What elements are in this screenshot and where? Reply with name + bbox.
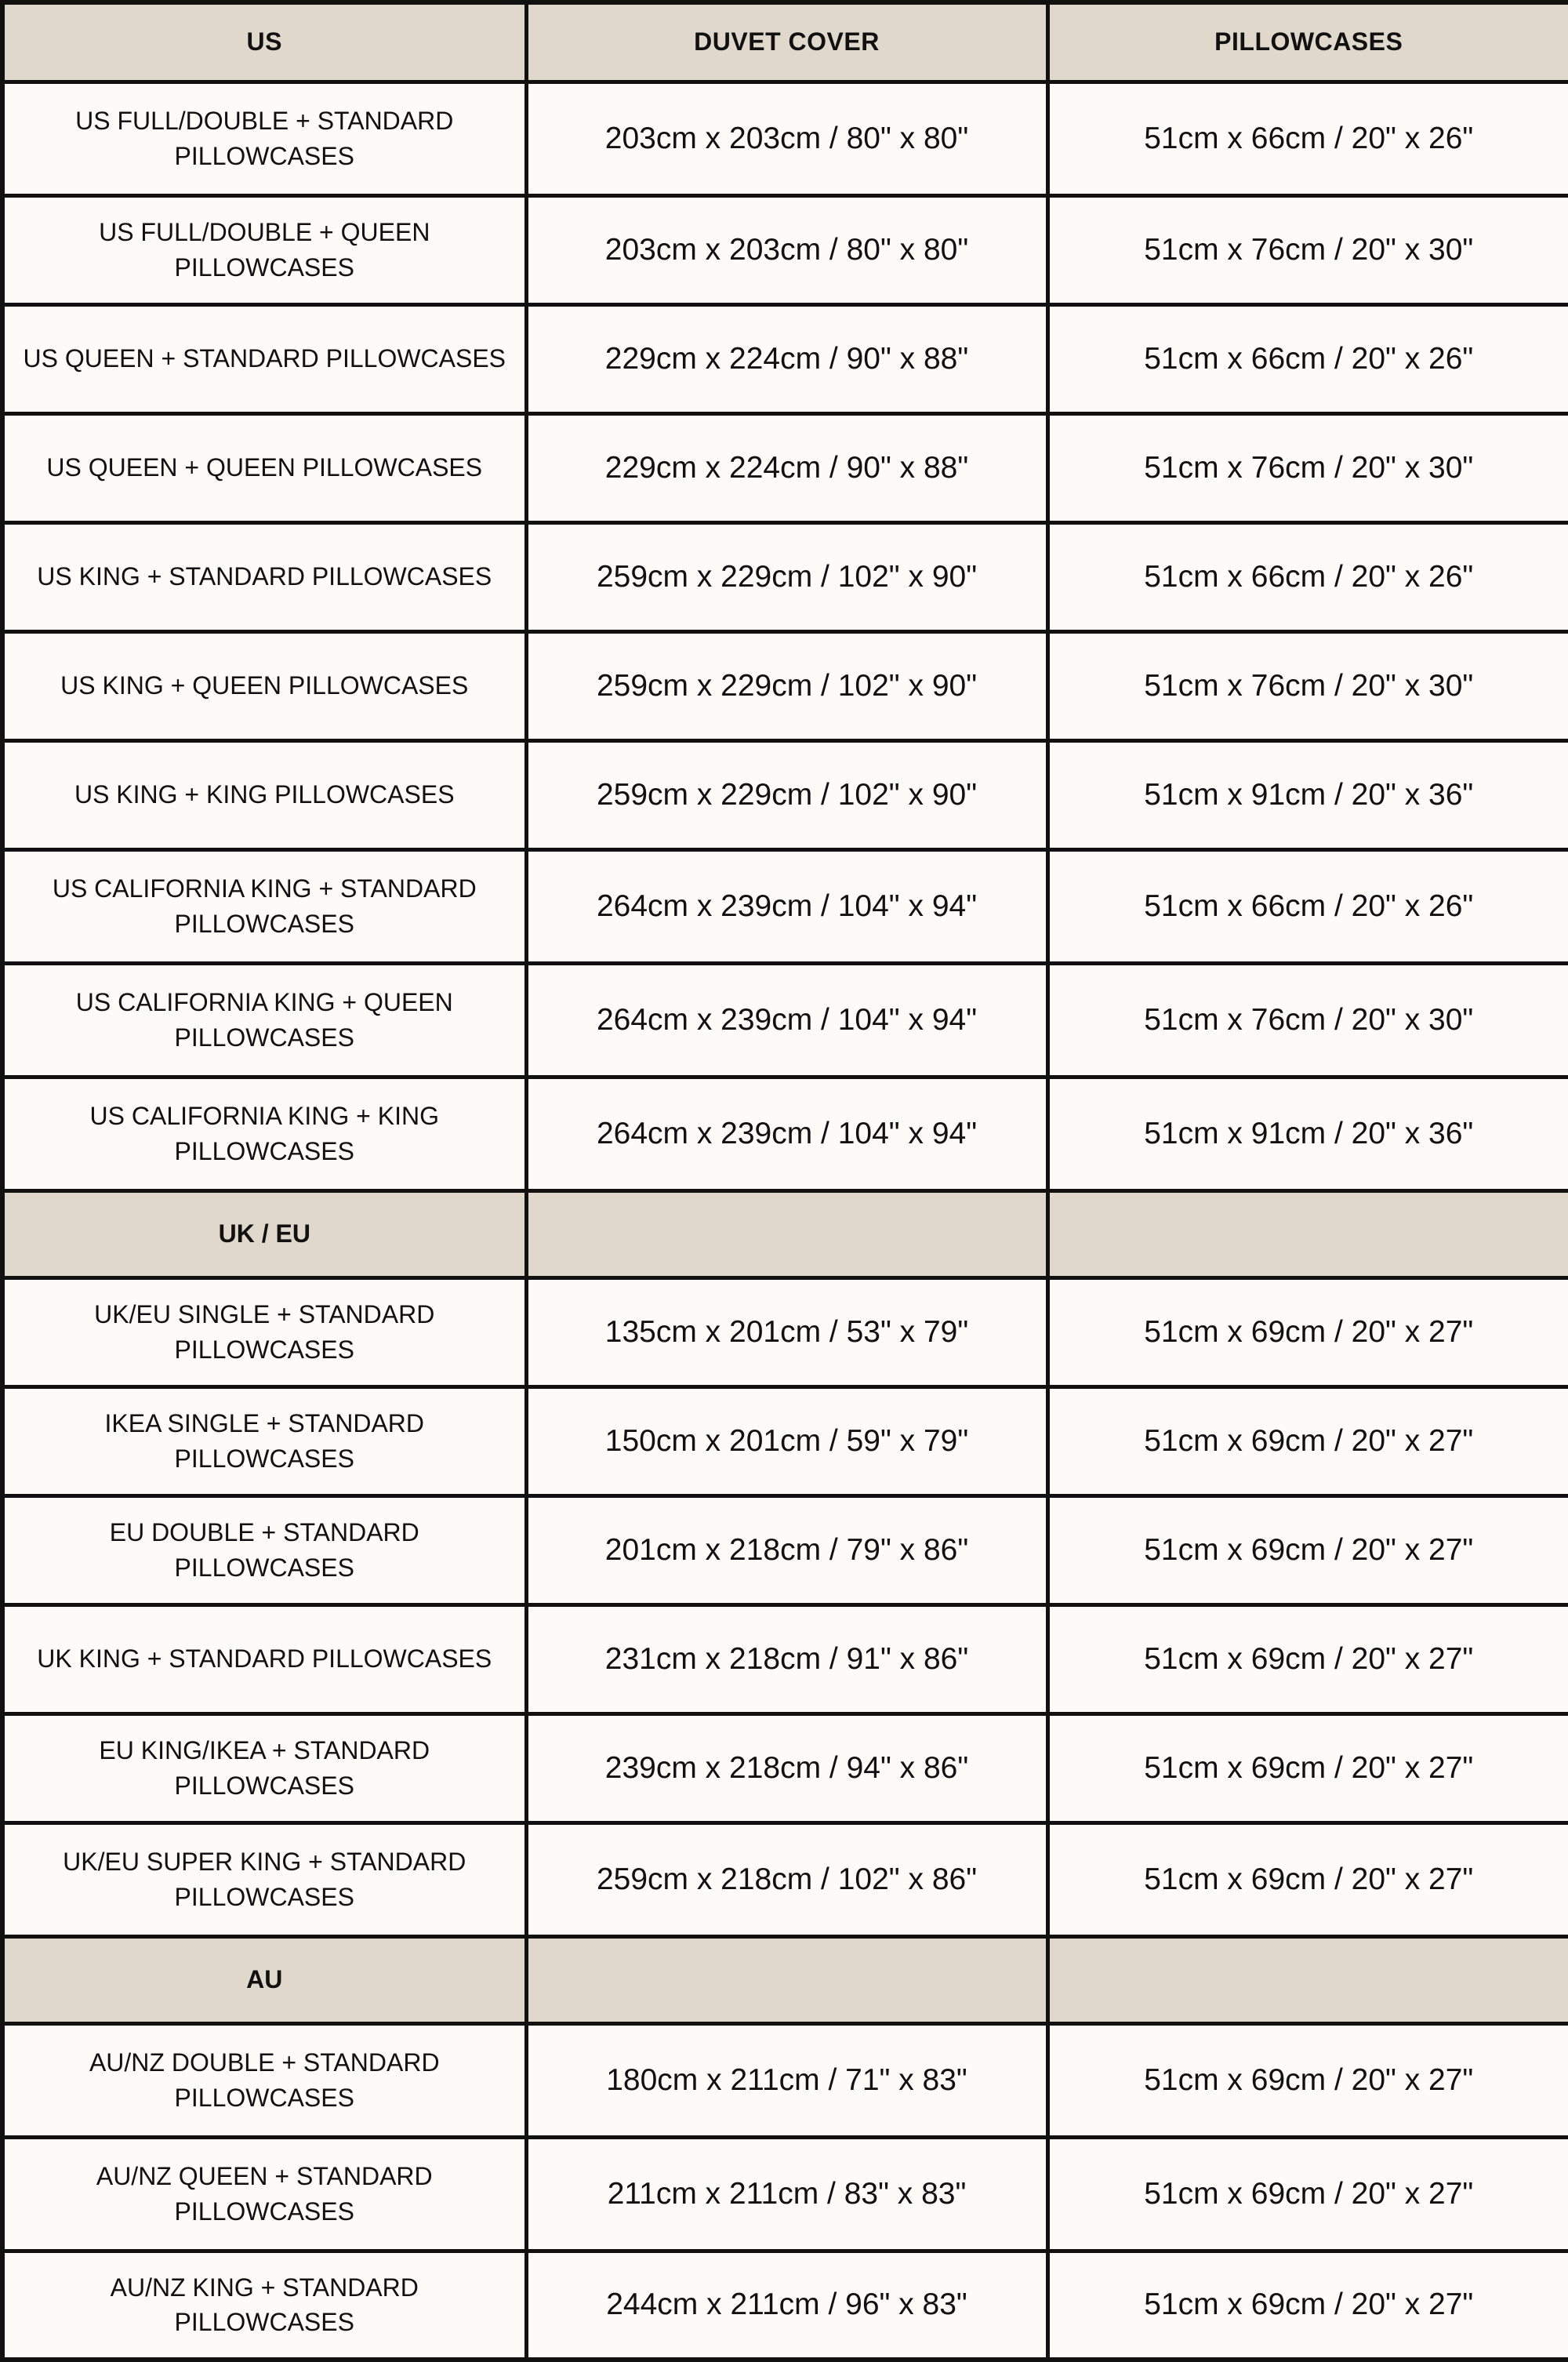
pillowcase-size: 51cm x 76cm / 20" x 30" [1047,963,1568,1077]
duvet-cover-size: 135cm x 201cm / 53" x 79" [526,1277,1047,1386]
section-empty-cell [1047,1190,1568,1277]
duvet-cover-size: 201cm x 218cm / 79" x 86" [526,1495,1047,1604]
size-chart-body [2,2,1568,2360]
duvet-cover-size: 150cm x 201cm / 59" x 79" [526,1386,1047,1495]
table-row [2,963,1568,1077]
pillowcase-size: 51cm x 69cm / 20" x 27" [1047,1277,1568,1386]
pillowcase-size: 51cm x 69cm / 20" x 27" [1047,1495,1568,1604]
table-row [2,195,1568,304]
duvet-cover-size: 229cm x 224cm / 90" x 88" [526,413,1047,522]
table-row [2,1822,1568,1936]
table-row [2,413,1568,522]
duvet-cover-size: 259cm x 218cm / 102" x 86" [526,1822,1047,1936]
table-row [2,849,1568,963]
pillowcase-size: 51cm x 69cm / 20" x 27" [1047,1386,1568,1495]
section-empty-cell [526,1936,1047,2023]
bedding-set-name: US QUEEN + QUEEN PILLOWCASES [2,413,526,522]
duvet-cover-size: 259cm x 229cm / 102" x 90" [526,740,1047,849]
duvet-cover-size: 203cm x 203cm / 80" x 80" [526,195,1047,304]
section-row [2,1936,1568,2023]
section-row [2,1190,1568,1277]
duvet-cover-size: 264cm x 239cm / 104" x 94" [526,1077,1047,1190]
table-row [2,522,1568,631]
bedding-set-name: US QUEEN + STANDARD PILLOWCASES [2,304,526,413]
table-row [2,2137,1568,2251]
pillowcase-size: 51cm x 66cm / 20" x 26" [1047,304,1568,413]
pillowcase-size: 51cm x 69cm / 20" x 27" [1047,2251,1568,2360]
pillowcase-size: 51cm x 91cm / 20" x 36" [1047,1077,1568,1190]
table-row [2,1495,1568,1604]
table-row [2,304,1568,413]
duvet-cover-size: 264cm x 239cm / 104" x 94" [526,849,1047,963]
bedding-set-name: US CALIFORNIA KING + KING PILLOWCASES [2,1077,526,1190]
table-row [2,1604,1568,1713]
duvet-cover-size: 259cm x 229cm / 102" x 90" [526,522,1047,631]
duvet-cover-size: 211cm x 211cm / 83" x 83" [526,2137,1047,2251]
section-title: UK / EU [2,1190,526,1277]
table-row [2,2251,1568,2360]
table-row [2,631,1568,740]
section-title: AU [2,1936,526,2023]
pillowcase-size: 51cm x 69cm / 20" x 27" [1047,2023,1568,2137]
table-row [2,1077,1568,1190]
bedding-set-name: US CALIFORNIA KING + STANDARD PILLOWCASES [2,849,526,963]
bedding-set-name: UK/EU SUPER KING + STANDARD PILLOWCASES [2,1822,526,1936]
table-row [2,740,1568,849]
pillowcase-size: 51cm x 66cm / 20" x 26" [1047,849,1568,963]
duvet-cover-size: 264cm x 239cm / 104" x 94" [526,963,1047,1077]
bedding-set-name: AU/NZ DOUBLE + STANDARD PILLOWCASES [2,2023,526,2137]
duvet-cover-size: 239cm x 218cm / 94" x 86" [526,1713,1047,1822]
bedding-set-name: UK/EU SINGLE + STANDARD PILLOWCASES [2,1277,526,1386]
table-row [2,82,1568,195]
bedding-set-name: US FULL/DOUBLE + QUEEN PILLOWCASES [2,195,526,304]
duvet-cover-size: 229cm x 224cm / 90" x 88" [526,304,1047,413]
bedding-set-name: US KING + STANDARD PILLOWCASES [2,522,526,631]
pillowcase-size: 51cm x 76cm / 20" x 30" [1047,195,1568,304]
table-row [2,2023,1568,2137]
pillowcase-size: 51cm x 66cm / 20" x 26" [1047,82,1568,195]
table-row [2,1386,1568,1495]
pillowcase-size: 51cm x 76cm / 20" x 30" [1047,413,1568,522]
bedding-set-name: US CALIFORNIA KING + QUEEN PILLOWCASES [2,963,526,1077]
section-empty-cell [526,1190,1047,1277]
section-empty-cell [1047,1936,1568,2023]
duvet-cover-size: 259cm x 229cm / 102" x 90" [526,631,1047,740]
bedding-set-name: EU DOUBLE + STANDARD PILLOWCASES [2,1495,526,1604]
pillowcase-size: 51cm x 69cm / 20" x 27" [1047,1822,1568,1936]
pillowcase-size: 51cm x 69cm / 20" x 27" [1047,1713,1568,1822]
duvet-cover-size: 180cm x 211cm / 71" x 83" [526,2023,1047,2137]
pillowcase-size: 51cm x 66cm / 20" x 26" [1047,522,1568,631]
pillowcase-size: 51cm x 69cm / 20" x 27" [1047,1604,1568,1713]
table-row [2,1713,1568,1822]
duvet-cover-size: 203cm x 203cm / 80" x 80" [526,82,1047,195]
bedding-set-name: IKEA SINGLE + STANDARD PILLOWCASES [2,1386,526,1495]
bedding-set-name: US KING + KING PILLOWCASES [2,740,526,849]
pillowcase-size: 51cm x 69cm / 20" x 27" [1047,2137,1568,2251]
bedding-set-name: UK KING + STANDARD PILLOWCASES [2,1604,526,1713]
header-row [2,2,1568,82]
bedding-set-name: US KING + QUEEN PILLOWCASES [2,631,526,740]
pillowcase-size: 51cm x 91cm / 20" x 36" [1047,740,1568,849]
column-header-pillowcases: PILLOWCASES [1047,2,1568,82]
bedding-set-name: AU/NZ QUEEN + STANDARD PILLOWCASES [2,2137,526,2251]
column-header-duvet-cover: DUVET COVER [526,2,1047,82]
bedding-set-name: AU/NZ KING + STANDARD PILLOWCASES [2,2251,526,2360]
bedding-set-name: EU KING/IKEA + STANDARD PILLOWCASES [2,1713,526,1822]
column-header-region: US [2,2,526,82]
table-row [2,1277,1568,1386]
duvet-cover-size: 231cm x 218cm / 91" x 86" [526,1604,1047,1713]
bedding-set-name: US FULL/DOUBLE + STANDARD PILLOWCASES [2,82,526,195]
pillowcase-size: 51cm x 76cm / 20" x 30" [1047,631,1568,740]
duvet-cover-size: 244cm x 211cm / 96" x 83" [526,2251,1047,2360]
